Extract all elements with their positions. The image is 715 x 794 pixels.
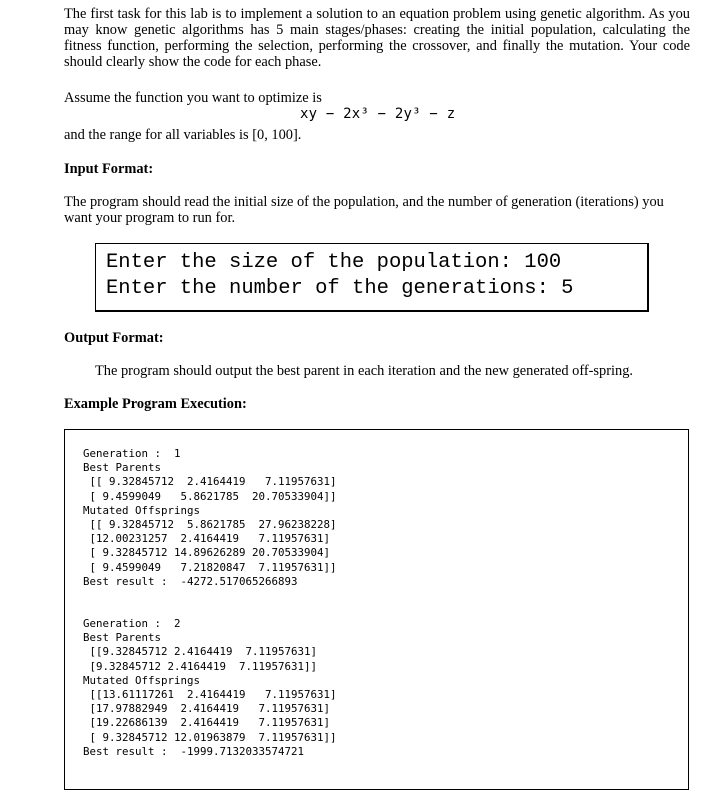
generation-1-output: Generation : 1 Best Parents [[ 9.32845712 2.4164419 7.11957631] [ 9.4599049 5.8621785 20.70533904]] Mutated Offsprings [[ 9.32845712 5.8621785 27.96238228] [12.00231257 2.4164419 7.11957631] [ 9.32845712 14.89626289 20.70533904] [ 9.4599049 7.21820847 7.11957631]] Best result : -4272.517065266893 [83, 447, 337, 588]
example-heading: Example Program Execution: [64, 396, 247, 412]
formula: xy − 2x³ − 2y³ − z [300, 106, 456, 122]
generation-2-output: Generation : 2 Best Parents [[9.32845712 2.4164419 7.11957631] [9.32845712 2.4164419 7.11957631]] Mutated Offsprings [[13.61117261 2.4164419 7.11957631] [17.97882949 2.4164419 7.11957631] [19.22686139 2.4164419 7.11957631] [ 9.32845712 12.01963879 7.11957631]] Best result : -1999.7132033574721 [83, 617, 337, 758]
assume-text: Assume the function you want to optimize is [64, 90, 322, 106]
input-line-generations: Enter the number of the generations: 5 [106, 277, 574, 300]
input-line-population: Enter the size of the population: 100 [106, 251, 562, 274]
example-execution-box [64, 429, 689, 790]
input-format-description: The program should read the initial size of the population, and the number of generation (iterations) you want your program to run for. [64, 194, 664, 226]
range-text: and the range for all variables is [0, 100]. [64, 127, 302, 143]
intro-paragraph: The first task for this lab is to implement a solution to an equation problem using genetic algorithm. As you may know genetic algorithms has 5 main stages/phases: creating the initial population, calculating the fitness function, performing the selection, performing the crossover, and finally the mutation. Your code should clearly show the code for each phase. [64, 6, 690, 70]
input-format-heading: Input Format: [64, 161, 154, 177]
output-format-heading: Output Format: [64, 330, 164, 346]
output-format-description: The program should output the best parent in each iteration and the new generated off-spring. [95, 363, 634, 379]
input-example-box [95, 243, 649, 312]
